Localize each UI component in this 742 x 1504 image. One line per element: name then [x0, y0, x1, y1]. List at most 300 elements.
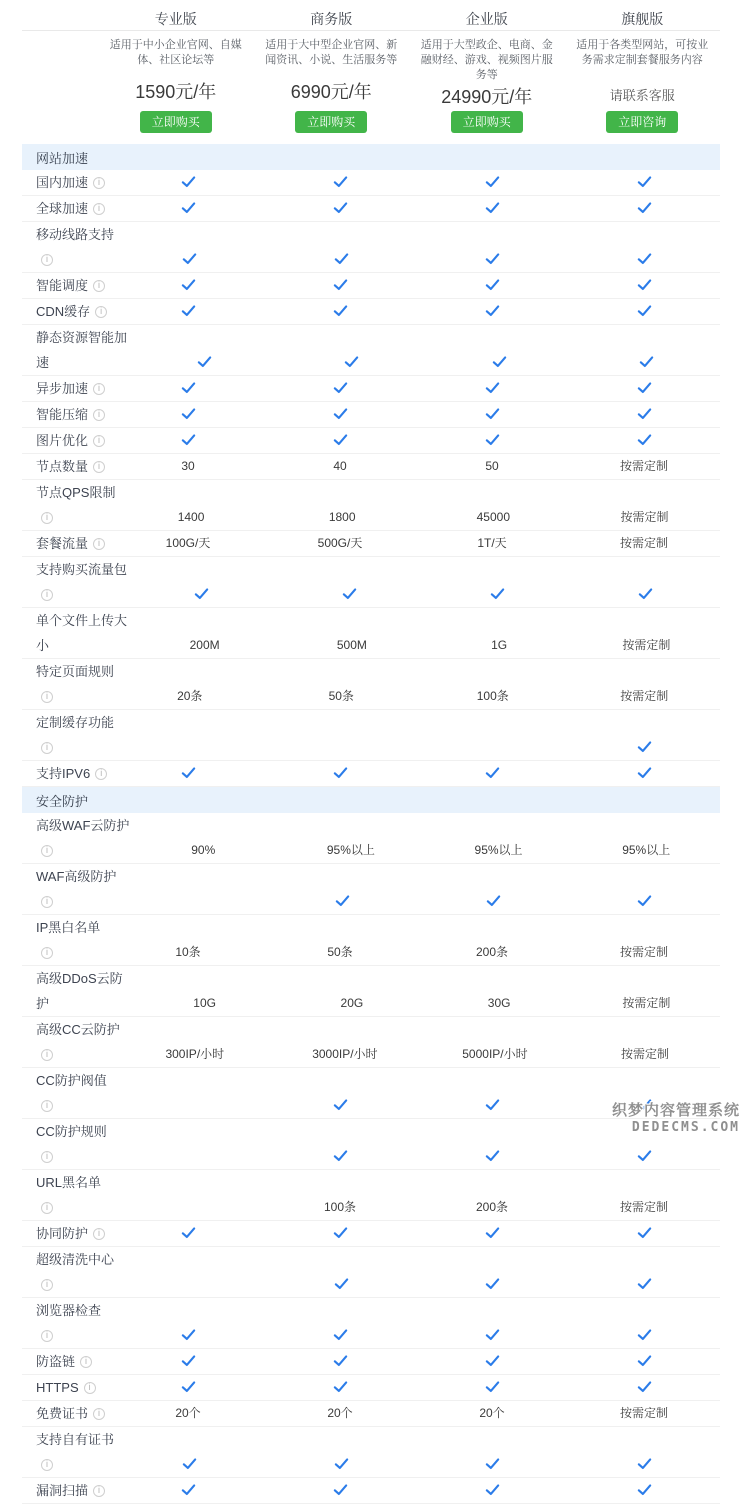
- check-icon: [332, 278, 349, 291]
- feature-row: [22, 1017, 720, 1068]
- plan-value-cell: [417, 1452, 569, 1477]
- info-icon[interactable]: i: [41, 254, 53, 266]
- plan-price: 1590元/年: [135, 82, 217, 102]
- info-icon[interactable]: i: [93, 1408, 105, 1420]
- check-icon: [180, 278, 197, 291]
- feature-row: [22, 966, 720, 1017]
- info-icon[interactable]: i: [41, 845, 53, 857]
- plan-price: 24990元/年: [441, 87, 533, 107]
- check-icon: [332, 304, 349, 317]
- feature-label-text: 智能调度: [36, 278, 89, 293]
- feature-label-text: CDN缓存: [36, 304, 91, 319]
- feature-row: [22, 1478, 720, 1504]
- plan-value-cell: 20个: [175, 1406, 201, 1420]
- plan-value-cell: 20个: [327, 1406, 353, 1420]
- check-icon: [636, 1483, 653, 1496]
- plan-value-cell: 90%: [191, 843, 216, 857]
- info-icon[interactable]: i: [95, 768, 107, 780]
- plan-value-cell: [568, 428, 720, 453]
- plan-value-cell: 1T/天: [477, 536, 507, 550]
- check-icon: [636, 304, 653, 317]
- check-icon: [484, 201, 501, 214]
- info-icon[interactable]: i: [41, 742, 53, 754]
- plan-value-cell: 100条: [476, 689, 509, 703]
- info-icon[interactable]: i: [93, 177, 105, 189]
- feature-row: [22, 1401, 720, 1427]
- feature-row: [22, 710, 720, 761]
- feature-label-text: 智能压缩: [36, 407, 89, 422]
- feature-row: [22, 480, 720, 531]
- check-icon: [332, 201, 349, 214]
- plan-value-cell: [424, 582, 572, 607]
- check-icon: [485, 894, 502, 907]
- feature-row: [22, 376, 720, 402]
- plan-value-cell: [112, 299, 264, 324]
- feature-label: [36, 1349, 112, 1374]
- plan-value-cell: [266, 1272, 418, 1297]
- plan-value-cell: 按需定制: [619, 1200, 668, 1214]
- plan-value-cell: [416, 1375, 568, 1400]
- plan-value-cell: [568, 196, 720, 221]
- info-icon[interactable]: i: [93, 280, 105, 292]
- check-icon: [332, 1328, 349, 1341]
- check-icon: [484, 407, 501, 420]
- plan-value-cell: 500G/天: [317, 536, 363, 550]
- check-icon: [180, 407, 197, 420]
- check-icon: [484, 1483, 501, 1496]
- plan-value-cell: [568, 761, 720, 786]
- plan-value-cell: [266, 247, 418, 272]
- plan-value-cell: [416, 402, 568, 427]
- feature-table: [22, 144, 720, 1504]
- info-icon[interactable]: i: [41, 1279, 53, 1291]
- check-icon: [333, 1277, 350, 1290]
- check-icon: [638, 355, 655, 368]
- plan-value-cell: 50: [485, 459, 499, 473]
- check-icon: [636, 278, 653, 291]
- plan-name-4: 旗舰版: [621, 11, 664, 27]
- feature-label: [36, 299, 112, 324]
- plan-value-cell: [264, 1375, 416, 1400]
- plan-value-cell: [112, 402, 264, 427]
- feature-row: [22, 1349, 720, 1375]
- check-icon: [333, 1457, 350, 1470]
- feature-row: [22, 1427, 720, 1478]
- feature-label-text: HTTPS: [36, 1380, 79, 1395]
- check-icon: [332, 175, 349, 188]
- feature-label: [36, 1068, 112, 1118]
- feature-label: [36, 1478, 112, 1503]
- info-icon[interactable]: i: [41, 896, 53, 908]
- info-icon[interactable]: i: [93, 435, 105, 447]
- check-icon: [636, 381, 653, 394]
- check-icon: [484, 252, 501, 265]
- feature-label-text: 防盗链: [36, 1354, 76, 1369]
- plan-value-cell: [416, 428, 568, 453]
- plan-value-cell: 20条: [177, 689, 203, 703]
- plan-value-cell: [568, 273, 720, 298]
- plan-value-cell: [264, 1323, 416, 1348]
- plan-value-cell: [114, 247, 266, 272]
- plan-value-cell: [264, 376, 416, 401]
- plan-description: 适用于大中型企业官网、新闻资讯、小说、生活服务等: [265, 39, 398, 66]
- plan-value-cell: [568, 1349, 720, 1374]
- check-icon: [636, 894, 653, 907]
- check-icon: [489, 587, 506, 600]
- plan-value-cell: 按需定制: [620, 689, 669, 703]
- check-icon: [180, 1328, 197, 1341]
- check-icon: [636, 740, 653, 753]
- info-icon[interactable]: i: [41, 1459, 53, 1471]
- check-icon: [332, 1354, 349, 1367]
- plan-value-cell: [568, 170, 720, 195]
- check-icon: [181, 252, 198, 265]
- plan-value-cell: 10G: [193, 996, 216, 1010]
- plan-value-cell: [416, 376, 568, 401]
- info-icon[interactable]: i: [41, 512, 53, 524]
- plan-action-button[interactable]: 立即购买: [140, 111, 212, 133]
- feature-row: [22, 273, 720, 299]
- plan-value-cell: [568, 1323, 720, 1348]
- plan-value-cell: 10条: [175, 945, 201, 959]
- feature-label: [36, 170, 112, 195]
- plan-value-cell: [568, 1375, 720, 1400]
- check-icon: [636, 175, 653, 188]
- plan-value-cell: [416, 196, 568, 221]
- info-icon[interactable]: i: [41, 1202, 53, 1214]
- plan-value-cell: 50条: [327, 945, 353, 959]
- plan-value-cell: [416, 1221, 568, 1246]
- plan-value-cell: [568, 1221, 720, 1246]
- feature-row: [22, 761, 720, 787]
- plan-value-cell: [568, 1093, 720, 1118]
- plan-value-cell: [264, 299, 416, 324]
- check-icon: [636, 407, 653, 420]
- plan-value-cell: [569, 247, 721, 272]
- check-icon: [180, 1226, 197, 1239]
- plan-value-cell: 500M: [336, 638, 367, 652]
- check-icon: [636, 1098, 653, 1111]
- feature-label: [36, 659, 114, 709]
- feature-label: [36, 402, 112, 427]
- plan-value-cell: 200条: [475, 945, 509, 959]
- feature-label-text: 节点数量: [36, 459, 89, 474]
- feature-label-text: 高级CC云防护: [36, 1022, 120, 1037]
- plan-value-cell: 45000: [476, 510, 510, 524]
- plan-price: 6990元/年: [290, 82, 372, 102]
- plan-value-cell: 按需定制: [620, 510, 669, 524]
- plan-value-cell: [416, 1323, 568, 1348]
- feature-label-text: 漏洞扫描: [36, 1483, 89, 1498]
- feature-label-text: 套餐流量: [36, 536, 89, 551]
- info-icon[interactable]: i: [41, 589, 53, 601]
- plan-value-cell: [569, 889, 720, 914]
- plan-value-cell: 50条: [328, 689, 354, 703]
- feature-label-text: 支持自有证书: [36, 1432, 115, 1447]
- feature-label-text: CC防护阀值: [36, 1073, 107, 1088]
- plan-value-cell: 30G: [487, 996, 511, 1010]
- plan-value-cell: [112, 761, 264, 786]
- plan-value-cell: 200条: [475, 1200, 509, 1214]
- info-icon[interactable]: i: [41, 1049, 53, 1061]
- check-icon: [484, 1354, 501, 1367]
- feature-label: [36, 813, 129, 863]
- plan-action-button[interactable]: 立即购买: [295, 111, 367, 133]
- feature-label-text: 支持购买流量包: [36, 562, 128, 577]
- plan-value-cell: [416, 299, 568, 324]
- feature-label-text: 单个文件上传大小: [36, 613, 128, 653]
- check-icon: [484, 1328, 501, 1341]
- plan-value-cell: 200M: [189, 638, 220, 652]
- feature-label-text: 支持IPV6: [36, 766, 91, 781]
- plan-value-cell: [569, 1272, 721, 1297]
- check-icon: [332, 1483, 349, 1496]
- plan-value-cell: [112, 376, 264, 401]
- plan-value-cell: [569, 1452, 721, 1477]
- feature-label: [36, 325, 131, 375]
- feature-label-text: 全球加速: [36, 201, 89, 216]
- feature-row: [22, 1247, 720, 1298]
- check-icon: [484, 1380, 501, 1393]
- check-icon: [636, 1380, 653, 1393]
- plan-value-cell: [418, 889, 569, 914]
- plan-value-cell: [568, 1478, 720, 1503]
- feature-row: [22, 1170, 720, 1221]
- plan-value-cell: [264, 273, 416, 298]
- feature-row: [22, 1221, 720, 1247]
- feature-row: [22, 915, 720, 966]
- plan-value-cell: 30: [181, 459, 195, 473]
- check-icon: [484, 1226, 501, 1239]
- feature-label-text: 异步加速: [36, 381, 89, 396]
- info-icon[interactable]: i: [84, 1382, 96, 1394]
- feature-row: [22, 1375, 720, 1401]
- plan-value-cell: [112, 1375, 264, 1400]
- feature-label: [36, 966, 131, 1016]
- plan-value-cell: [417, 1272, 569, 1297]
- check-icon: [180, 201, 197, 214]
- feature-label-text: 浏览器检查: [36, 1303, 102, 1318]
- check-icon: [636, 1457, 653, 1470]
- plan-value-cell: [278, 350, 425, 375]
- check-icon: [196, 355, 213, 368]
- check-icon: [180, 1354, 197, 1367]
- info-icon[interactable]: i: [93, 1228, 105, 1240]
- plans-detail-row: [22, 31, 720, 144]
- feature-row: [22, 659, 720, 710]
- feature-label-text: 高级WAF云防护: [36, 818, 130, 833]
- feature-row: [22, 222, 720, 273]
- plan-value-cell: 1800: [328, 510, 356, 524]
- check-icon: [341, 587, 358, 600]
- plan-value-cell: [264, 428, 416, 453]
- plan-description: 适用于各类型网站，可按业务需求定制套餐服务内容: [576, 39, 709, 66]
- plan-value-cell: [572, 582, 720, 607]
- plan-value-cell: [416, 761, 568, 786]
- info-icon[interactable]: i: [93, 538, 105, 550]
- feature-label: [36, 222, 114, 272]
- feature-label: [36, 608, 131, 658]
- plan-value-cell: [569, 735, 721, 760]
- plan-value-cell: 1G: [491, 638, 508, 652]
- plan-value-cell: 300IP/小时: [165, 1047, 225, 1061]
- plan-value-cell: 40: [333, 459, 347, 473]
- plan-value-cell: [264, 170, 416, 195]
- check-icon: [332, 407, 349, 420]
- feature-label-text: WAF高级防护: [36, 869, 117, 884]
- plan-value-cell: [114, 1452, 266, 1477]
- plan-value-cell: [264, 402, 416, 427]
- plan-action-button[interactable]: 立即咨询: [606, 111, 678, 133]
- section-header: 网站加速: [22, 144, 720, 170]
- check-icon: [180, 304, 197, 317]
- plan-description: 适用于中小企业官网、自媒体、社区论坛等: [109, 39, 242, 66]
- feature-row: [22, 608, 720, 659]
- feature-row: [22, 402, 720, 428]
- plan-column-4: [565, 38, 721, 133]
- feature-label: [36, 531, 112, 556]
- check-icon: [484, 433, 501, 446]
- check-icon: [637, 587, 654, 600]
- feature-label: [36, 1375, 112, 1400]
- feature-label: [36, 1119, 112, 1169]
- plan-column-3: [409, 38, 565, 133]
- feature-row: [22, 428, 720, 454]
- plan-value-cell: [416, 1144, 568, 1169]
- feature-label-text: 高级DDoS云防护: [36, 971, 123, 1011]
- feature-label: [36, 1170, 112, 1220]
- plan-value-cell: [573, 350, 720, 375]
- plan-value-cell: [568, 402, 720, 427]
- plan-value-cell: 按需定制: [622, 638, 671, 652]
- feature-row: [22, 454, 720, 480]
- check-icon: [332, 1226, 349, 1239]
- feature-label: [36, 1401, 112, 1426]
- plan-value-cell: [264, 196, 416, 221]
- check-icon: [636, 1226, 653, 1239]
- plan-value-cell: [264, 1093, 416, 1118]
- info-icon[interactable]: i: [93, 1485, 105, 1497]
- plan-value-cell: 按需定制: [622, 996, 671, 1010]
- plan-description: 适用于大型政企、电商、金融财经、游戏、视频图片服务等: [420, 39, 553, 81]
- feature-label: [36, 196, 112, 221]
- feature-row: [22, 1119, 720, 1170]
- check-icon: [636, 766, 653, 779]
- check-icon: [193, 587, 210, 600]
- feature-label: [36, 273, 112, 298]
- plan-value-cell: [267, 889, 418, 914]
- check-icon: [636, 201, 653, 214]
- plans-name-row: [22, 0, 720, 31]
- feature-label: [36, 454, 112, 479]
- feature-row: [22, 299, 720, 325]
- feature-row: [22, 1298, 720, 1349]
- plan-value-cell: [416, 170, 568, 195]
- info-icon[interactable]: i: [80, 1356, 92, 1368]
- plan-column-2: [254, 38, 410, 133]
- feature-label: [36, 761, 112, 786]
- feature-row: [22, 557, 720, 608]
- watermark-domain: DEDECMS.COM: [631, 1120, 740, 1135]
- check-icon: [636, 1277, 653, 1290]
- plan-value-cell: [112, 1349, 264, 1374]
- info-icon[interactable]: i: [93, 383, 105, 395]
- plan-value-cell: 100条: [323, 1200, 357, 1214]
- feature-label-text: URL黑名单: [36, 1175, 102, 1190]
- plan-value-cell: 1400: [177, 510, 205, 524]
- info-icon[interactable]: i: [41, 1151, 53, 1163]
- plan-value-cell: [112, 428, 264, 453]
- feature-label-text: 静态资源智能加速: [36, 330, 128, 370]
- info-icon[interactable]: i: [41, 947, 53, 959]
- plan-value-cell: 100G/天: [165, 536, 211, 550]
- plan-price: 请联系客服: [609, 88, 675, 103]
- plan-value-cell: [112, 273, 264, 298]
- feature-label: [36, 428, 112, 453]
- plan-value-cell: [264, 1349, 416, 1374]
- plan-value-cell: 按需定制: [619, 1406, 668, 1420]
- plan-value-cell: 按需定制: [619, 945, 668, 959]
- check-icon: [332, 433, 349, 446]
- plan-name-3: 企业版: [465, 11, 508, 27]
- info-icon[interactable]: i: [41, 1330, 53, 1342]
- check-icon: [343, 355, 360, 368]
- check-icon: [484, 1277, 501, 1290]
- check-icon: [491, 355, 508, 368]
- check-icon: [332, 381, 349, 394]
- check-icon: [180, 381, 197, 394]
- plan-value-cell: [127, 582, 275, 607]
- info-icon[interactable]: i: [41, 1100, 53, 1112]
- plan-value-cell: 3000IP/小时: [312, 1047, 378, 1061]
- feature-column-spacer: [22, 38, 98, 133]
- feature-label-text: 移动线路支持: [36, 227, 115, 242]
- plan-value-cell: [568, 376, 720, 401]
- info-icon[interactable]: i: [93, 203, 105, 215]
- plan-name-2: 商务版: [310, 11, 353, 27]
- feature-label: [36, 864, 116, 914]
- check-icon: [332, 1098, 349, 1111]
- feature-label: [36, 1017, 120, 1067]
- check-icon: [334, 894, 351, 907]
- feature-label-text: 免费证书: [36, 1406, 89, 1421]
- plan-value-cell: [417, 247, 569, 272]
- info-icon[interactable]: i: [93, 409, 105, 421]
- info-icon[interactable]: i: [95, 306, 107, 318]
- info-icon[interactable]: i: [41, 691, 53, 703]
- plan-value-cell: [416, 1093, 568, 1118]
- plan-value-cell: 20G: [340, 996, 364, 1010]
- plan-value-cell: 按需定制: [619, 459, 668, 473]
- plan-value-cell: [266, 1452, 418, 1477]
- feature-label-text: 定制缓存功能: [36, 715, 115, 730]
- plan-action-button[interactable]: 立即购买: [451, 111, 523, 133]
- feature-label-text: 超级清洗中心: [36, 1252, 115, 1267]
- feature-label-text: CC防护规则: [36, 1124, 107, 1139]
- check-icon: [484, 278, 501, 291]
- feature-row: [22, 813, 720, 864]
- feature-label: [36, 557, 127, 607]
- plan-value-cell: [112, 1478, 264, 1503]
- feature-label: [36, 915, 112, 965]
- check-icon: [636, 1328, 653, 1341]
- feature-label: [36, 1427, 114, 1477]
- info-icon[interactable]: i: [93, 461, 105, 473]
- feature-row: [22, 170, 720, 196]
- check-icon: [636, 252, 653, 265]
- plan-column-1: [98, 38, 254, 133]
- check-icon: [636, 1149, 653, 1162]
